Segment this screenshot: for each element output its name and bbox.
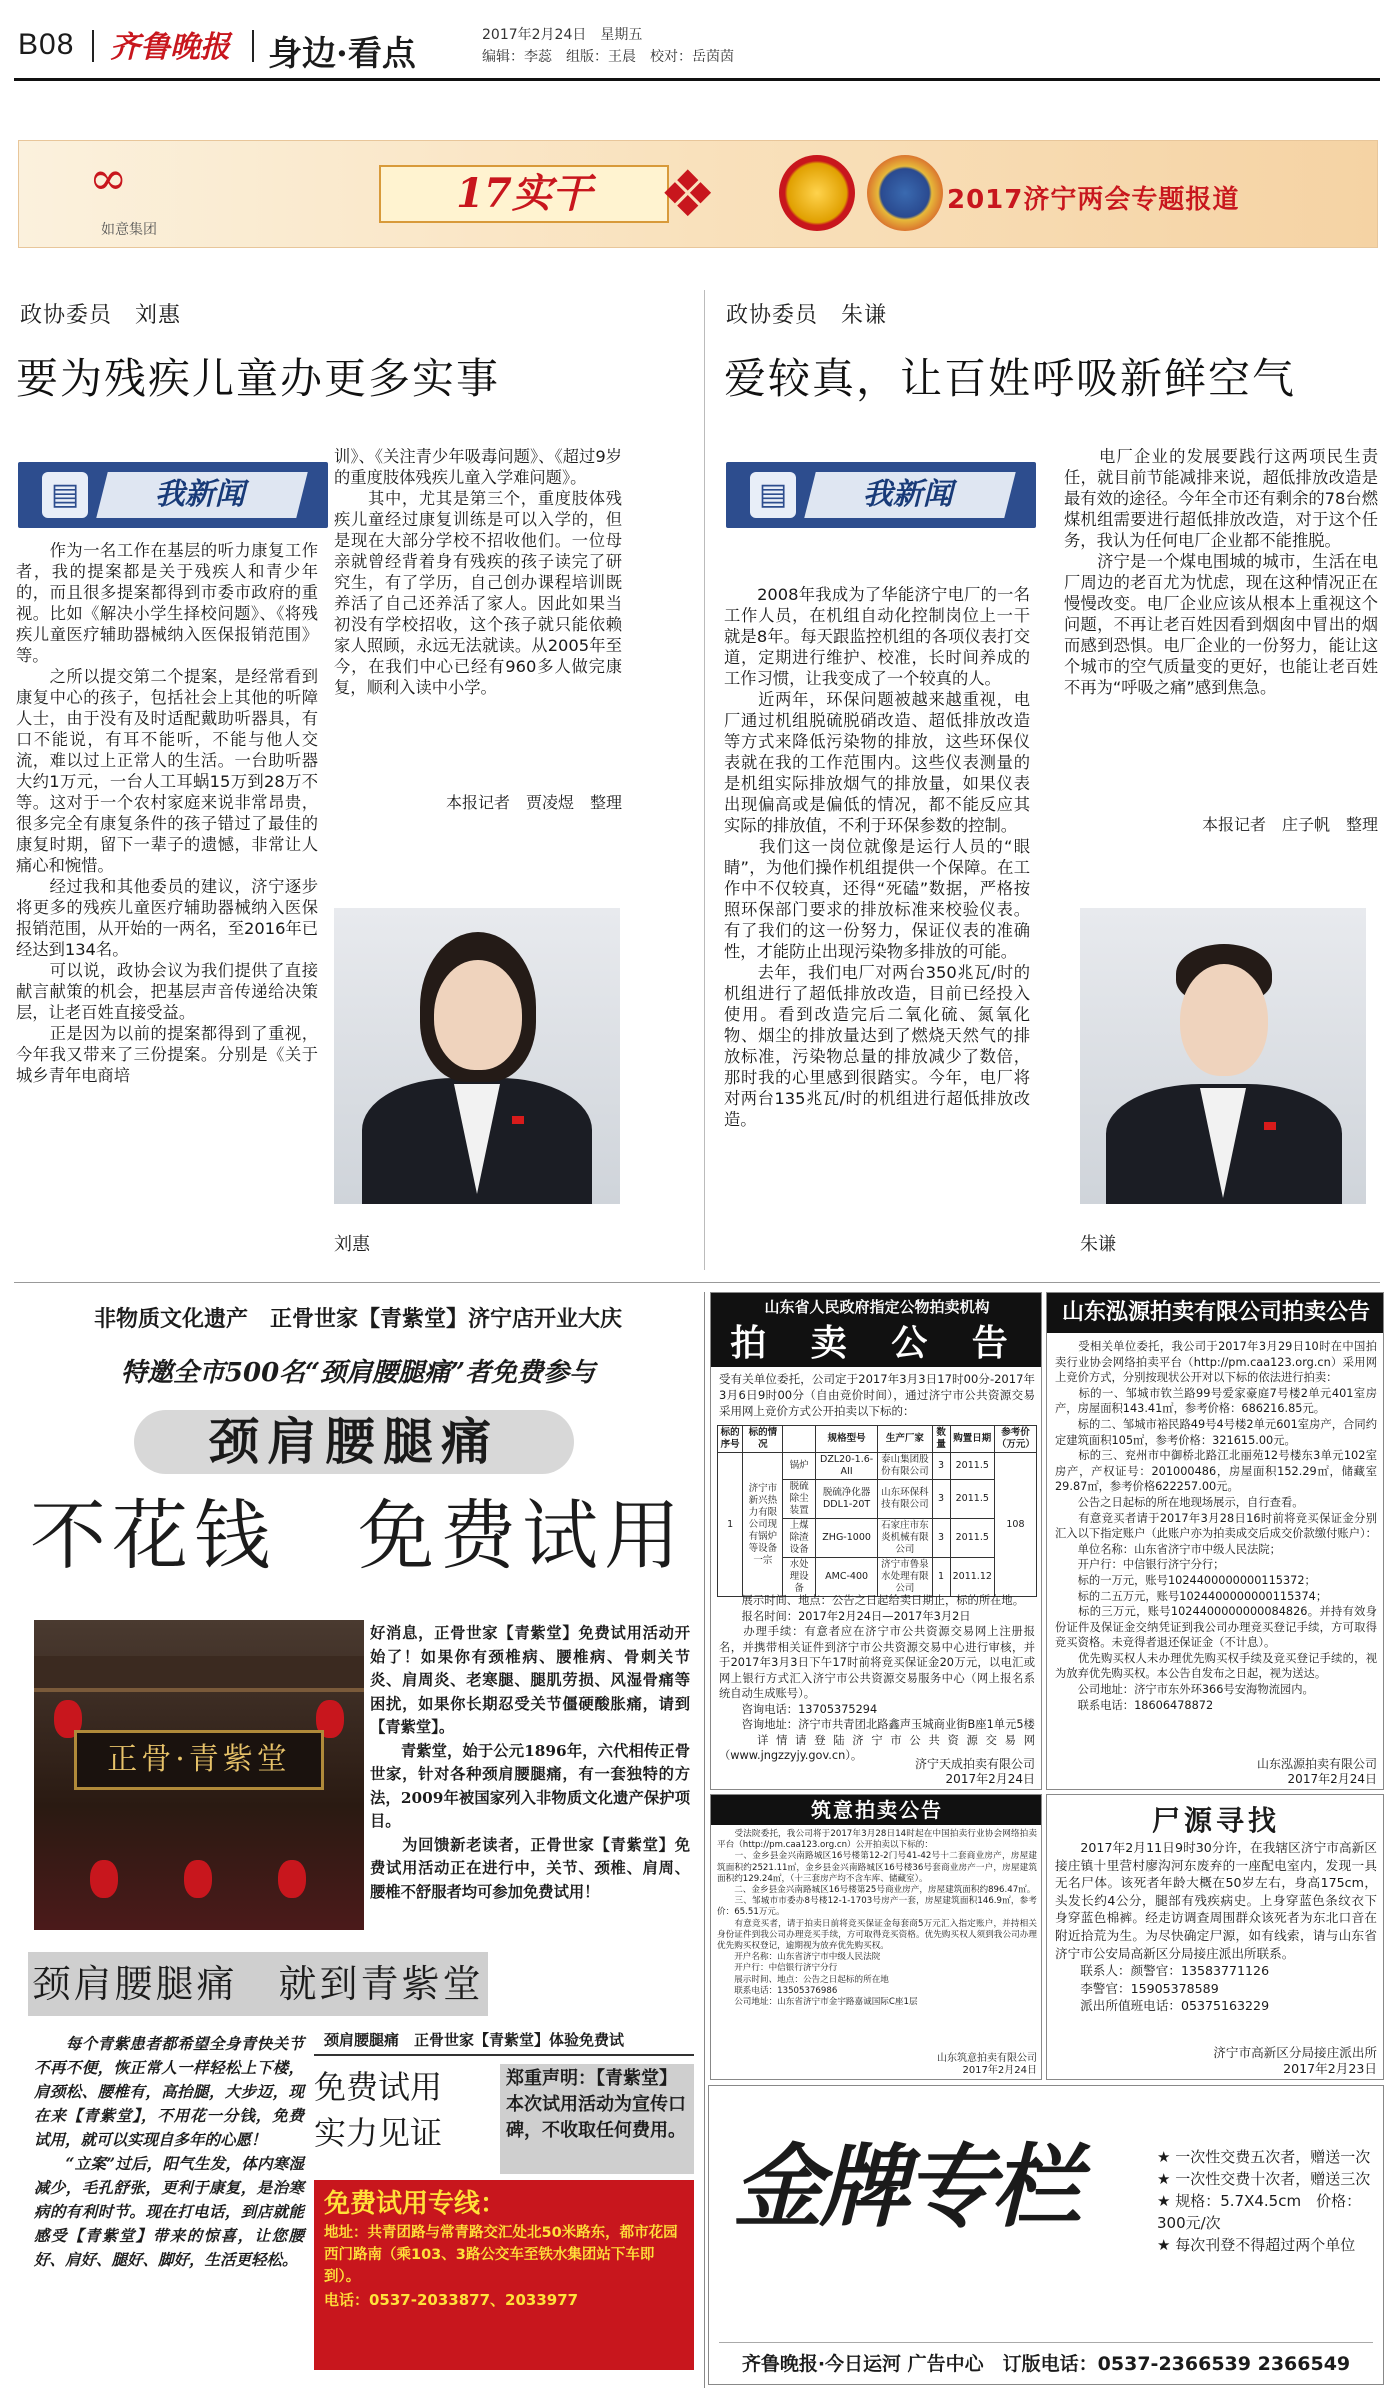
table-row: 水处理设备 AMC-400 济宁市鲁泉水处理有限公司 1 2011.12 [718,1558,1037,1597]
hotline-title: 免费试用专线： [324,2189,507,2219]
auction1-intro: 受有关单位委托，公司定于2017年3月3日17时00分-2017年3月6日9时00分（自由竞价时间），通过济宁市公共资源交易采用网上竞价方式公开拍卖以下标的： [719,1372,1035,1418]
star-icon: ★ [1157,2148,1176,2166]
header-rule [14,78,1380,81]
ad-line2: 特邀全市500名“颈肩腰腿痛”者免费参与 [120,1358,596,1388]
auction2-signature [1055,1757,1377,1787]
sponsor-name: 如意集团 [101,222,157,238]
slogan: 17实干 [379,165,669,223]
auction-notice-1 [710,1292,1042,1790]
hotline-panel [314,2180,694,2370]
newspaper-icon: ▤ [750,472,796,518]
banner-title: 2017济宁两会专题报道 [947,185,1240,215]
section-rule [14,1282,1380,1283]
auction1-signer: 济宁天成拍卖有限公司 [914,1757,1035,1771]
section-title: 身边·看点 [268,34,416,74]
th-lot: 标的序号 [718,1426,743,1453]
list-item: ★ 一次性交费五次者，赠送一次 [1157,2148,1371,2166]
th-desc: 标的情况 [743,1426,783,1453]
star-icon: ★ [1157,2236,1176,2254]
trial-box-slogan: 免费试用 实力见证 [314,2068,443,2152]
auction1-table [717,1425,1037,1597]
table-row: 上煤除渣设备 ZHG-1000 石家庄市东炎机械有限公司 3 2011.5 [718,1519,1037,1558]
article1-badge [18,462,328,528]
list-item: ★ 每次刊登不得超过两个单位 [1157,2236,1356,2254]
store-sign: 正骨·青紫堂 [74,1730,324,1790]
corpse-notice-signature [1055,2045,1377,2077]
auction-notice-2 [1046,1292,1384,1790]
issue-date: 2017年2月24日 星期五 [482,27,643,43]
article1-col1: 作为一名工作在基层的听力康复工作者，我的提案都是关于残疾人和青少年的，而且很多提案都得到市委市政府的重视。比如《解决小学生择校问题》、《将残疾儿童医疗辅助器械纳入医保报销范围》等。 之所以提交第二个提案，是经常看到康复中心的孩子，包括社会上其他的听障人士，由于没有及时适配戴助听器具，有口不能说，有耳不能听，不能与他人交流，难以过上正常人的生活。一台助听器大约1万元，一台人工耳蜗15万到28万不等。这对于一个农村家庭来说非常昂贵，很多完全有康复条件的孩子错过了最佳的康复时期，留下一辈子的遗憾，非常让人痛心和惋惜。 经过我和其他委员的建议，济宁逐步将更多的残疾儿童医疗辅助器械纳入医保报销范围，从开始的一两名，至2016年已经达到134名。 可以说，政协会议为我们提供了直接献言献策的机会，把基层声音传递给决策层，让老百姓直接受益。 正是因为以前的提案都得到了重视，今年我又带来了三份提案。分别是《关于城乡青年电商培 [16,541,318,1085]
cppcc-emblem-icon [867,155,943,231]
th-item [783,1426,816,1453]
article1-caption: 刘惠 [334,1234,370,1255]
article2-reporter: 本报记者 庄子帆 整理 [1201,815,1378,834]
article1-role: 政协委员 刘惠 [20,303,182,328]
article1-photo [334,908,620,1204]
auction1-title: 拍 卖 公 告 [711,1321,1042,1367]
lot-no: 1 [718,1453,743,1597]
gold-column-footer: 齐鲁晚报·今日运河 广告中心 订版电话：0537-2366539 2366549 [719,2342,1373,2376]
ad-line4: 不花钱 免费试用 [30,1491,686,1580]
article1-headline: 要为残疾儿童办更多实事 [16,354,501,403]
auction3-signer: 山东筑意拍卖有限公司 [937,2053,1037,2064]
th-qty: 数量 [932,1426,950,1453]
ruyi-logo-icon: ∞ [89,151,128,205]
auction2-date: 2017年2月24日 [1287,1772,1377,1786]
ad-line1: 非物质文化遗产 正骨世家【青紫堂】济宁店开业大庆 [93,1306,622,1332]
gold-column-title: 金牌专栏 [733,2134,1077,2240]
ad-divider [704,1292,705,2388]
lantern-icon [278,1860,306,1898]
corpse-notice-signer: 济宁市高新区分局接庄派出所 [1213,2045,1377,2060]
th-model: 规格型号 [815,1426,877,1453]
ad-text2: 每个青紫患者都希望全身青快关节不再不便，恢正常人一样轻松上下楼，肩颈松、腰椎有，高抬腿，大步迈，现在来【青紫堂】，不用花一分钱，免费试用，就可以实现自多年的心愿！ “立案”过后，阳气生发，体内寒湿减少，毛孔舒张，更利于康复，是治寒病的有利时节。现在打电话，到店就能感受【青紫堂】带来的惊喜，让您腰好、肩好、腿好、脚好，生活更轻松。 [34,2034,304,2269]
auction-notice-3 [710,1794,1042,2080]
badge-label: 我新闻 [804,472,1015,518]
list-item: ★ 规格：5.7X4.5cm 价格：300元/次 [1157,2192,1362,2232]
corpse-notice-body: 2017年2月11日9时30分许，在我辖区济宁市高新区接庄镇十里营村廖沟河东废弃的一座配电室内，发现一具无名尸体。该死者年龄大概在50岁左右，身高175cm，头发长约4公分，腿部有残疾病史。上身穿蓝色条纹衣下身穿蓝色棉裤。经走访调查周围群众该死者为东北口音在附近拾荒为生。为尽快确定尸源，如有线索，请与山东省济宁市公安局高新区分局接庄派出所联系。 联系人：颜警官：13583771126 李警官：15905378589 派出所值班电话：05375163229 [1055,1840,1377,2014]
star-icon: ★ [1157,2170,1176,2188]
auction1-body: 展示时间、地点：公告之日起给卖日期止，标的所在地。 报名时间：2017年2月24日—2017年3月2日 办理手续：有意者应在济宁市公共资源交易网上注册报名，并携带相关证件到济宁市公共资源交易中心进行审核，并于2017年3月3日下午17时前将竞买保证金20万元，以电汇或网上银行方式汇入济宁市公共资源交易服务中心（网上报名系统自动生成账号）。 咨询电话：13705375294 咨询地址：济宁市共青团北路鑫声玉城商业街B座1单元5楼 详情请登陆济宁市公共资源交易网（www.jngzzyjy.gov.cn）。 [719,1594,1035,1762]
trial-box [314,2024,694,2374]
auction1-header: 山东省人民政府指定公物拍卖机构 [711,1293,1042,1321]
newspaper-icon: ▤ [42,472,88,518]
header-meta [482,24,734,68]
header-divider [252,30,254,62]
corpse-notice-date: 2017年2月23日 [1283,2061,1377,2076]
article1-reporter: 本报记者 贾凌煜 整理 [445,793,622,812]
ref-price: 108 [994,1453,1036,1597]
trial-statement: 郑重声明：【青紫堂】本次试用活动为宣传口碑，不收取任何费用。 [500,2064,694,2174]
editor-credits: 编辑：李蕊 组版：王晨 校对：岳茵茵 [482,49,734,65]
page-number: B08 [18,28,75,61]
th-maker: 生产厂家 [878,1426,932,1453]
ad-line3: 颈肩腰腿痛 [134,1410,574,1474]
newspaper-logo: 齐鲁晚报 [110,30,230,65]
article1-col2: 训》、《关注青少年吸毒问题》、《超过9岁的重度肢体残疾儿童入学难问题》。 其中，尤其是第三个，重度肢体残疾儿童经过康复训练是可以入学的，但是现在大部分学校不招收他们。一位母亲就曾经背着身有残疾的孩子读完了研究生，有了学历，自己创办课程培训既养活了自己还养活了家人。因此如果当初没有学校招收，这个孩子就只能依赖家人照顾，永远无法就读。从2005年至今，在我们中心已经有960多人做完康复，顺利入读中小学。 [334,447,622,697]
lantern-icon [90,1860,118,1898]
auction2-signer: 山东泓源拍卖有限公司 [1256,1757,1377,1771]
gold-column-items [1157,2146,1383,2256]
lot-desc: 济宁市新兴热力有限公司现有锅炉等设备一宗 [743,1453,783,1597]
article2-role: 政协委员 朱谦 [726,303,888,328]
list-item: ★ 一次性交费十次者，赠送三次 [1157,2170,1371,2188]
auction1-signature [719,1757,1035,1787]
article2-headline: 爱较真，让百姓呼吸新鲜空气 [724,354,1297,403]
auction3-signature [717,2053,1037,2077]
article2-badge [726,462,1036,528]
store-photo [34,1620,364,1930]
lantern-icon [184,1860,212,1898]
th-price: 参考价（万元） [994,1426,1036,1453]
header-divider [92,30,94,62]
ad-address: 地址：共青团路与常青路交汇处北50米路东，都市花园西门路南（乘103、3路公交车至铁水集团站下车即到）。 [324,2225,678,2285]
trial-box-header: 颈肩腰腿痛 正骨世家【青紫堂】体验免费试 [314,2024,694,2056]
table-row: 1 济宁市新兴热力有限公司现有锅炉等设备一宗 锅炉 DZL20-1.6-AII 泰山集团股份有限公司 3 2011.5 108 [718,1453,1037,1480]
th-date: 购置日期 [950,1426,994,1453]
special-report-banner [18,140,1378,248]
auction3-title: 筑意拍卖公告 [711,1795,1042,1825]
table-row: 脱硫除尘装置 脱硫净化器DDL1-20T 山东环保科技有限公司 3 2011.5 [718,1480,1037,1519]
auction2-body: 受相关单位委托，我公司于2017年3月29日10时在中国拍卖行业协会网络拍卖平台（http://pm.caa123.org.cn）采用网上竞价方式，分别按现状公开对以下标的依法进行拍卖： 标的一、邹城市钦兰路99号爱家豪庭7号楼2单元401室房产，房屋面积143.41㎡，参考价格：686216.85元。 标的二、邹城市裕民路49号4号楼2单元601室房产，合同约定建筑面积105㎡，参考价格：321615.00元。 标的三、兖州市中御桥北路江北丽苑12号楼东3单元102室房产，产权证号：201000486，房屋面积152.29㎡，储藏室29.87㎡，参考价格622257.00元。 公告之日起标的所在地现场展示，自行查看。 有意竞买者请于2017年3月28日16时前将竞买保证金分别汇入以下指定账户（此账户亦为拍卖成交后成交价款缴付账户）： 单位名称：山东省济宁市中级人民法院； 开户行：中信银行济宁分行； 标的一万元，账号1024400000000115372； 标的二五万元，账号1024400000000115374； 标的三万元，账号1024400000000084826。并持有效身份证件及保证金交纳凭证到我公司办理竞买登记手续，方可取得竞买资格。未竞得者退还保证金（不计息）。 优先购买权人未办理优先购买权手续及竞买登记手续的，视为放弃优先购买权。本公告自发布之日起，视为送达。 公司地址：济宁市东外环366号安海物流园内。 联系电话：18606478872 [1055,1340,1377,1712]
article2-col1: 2008年我成为了华能济宁电厂的一名工作人员，在机组自动化控制岗位上一干就是8年。每天跟监控机组的各项仪表打交道，定期进行维护、校准，长时间养成的工作习惯，让我变成了一个较真的人。 近两年，环保问题被越来越重视，电厂通过机组脱硫脱硝改造、超低排放改造等方式来降低污染物的排放，这些环保仪表就在我的工作范围内。这些仪表测量的是机组实际排放烟气的排放量，如果仪表出现偏高或是偏低的情况，都不能反应其实际的排放值，不利于环保参数的控制。 我们这一岗位就像是运行人员的“眼睛”，为他们操作机组提供一个保障。在工作中不仅较真，还得“死磕”数据，严格按照环保部门要求的排放标准来校验仪表。有了我们的这一份努力，保证仪表的准确性，才能防止出现污染物多排放的可能。 去年，我们电厂对两台350兆瓦/时的机组进行了超低排放改造，目前已经投入使用。看到改造完后二氧化硫、氮氧化物、烟尘的排放量达到了燃烧天然气的排放标准，污染物总量的排放减少了数倍，那时我的心里感到很踏实。今年，电厂将对两台135兆瓦/时的机组进行超低排放改造。 [724,585,1030,1129]
national-emblem-icon [779,155,855,231]
article2-col2: 电厂企业的发展要践行这两项民生责任，就目前节能减排来说，超低排放改造是最有效的途径。今年全市还有剩余的78台燃煤机组需要进行超低排放改造，对于这个任务，我认为任何电厂企业都不能推脱。 济宁是一个煤电围城的城市，生活在电厂周边的老百尤为忧虑，现在这种情况正在慢慢改变。电厂企业应该从根本上重视这个问题，不再让老百姓因看到烟囱中冒出的烟而感到恐惧。电厂企业的一份努力，能让这个城市的空气质量变的更好，也能让老百姓不再为“呼吸之痛”感到焦急。 [1064,447,1378,697]
auction3-body: 受法院委托，我公司将于2017年3月28日14时起在中国拍卖行业协会网络拍卖平台（http://pm.caa123.org.cn）公开拍卖以下标的： 一、金乡县金兴南路城区16号楼第12-2门号41-42号十二套商业房产，房屋建筑面积约2521.11㎡，金乡县金兴南路城区16号楼36号套商业房产一户，房屋建筑面积约129.24㎡，（十三套房产均不含车库、储藏室）。 二、金乡县金兴南路城区16号楼第25号商业房产，房屋建筑面积约896.47㎡。 三、邹城市市委办8号楼12-1-1703号房产一套，房屋建筑面积146.9㎡，参考价：65.51万元。 有意竞买者，请于拍卖日前将竞买保证金每套商5万元汇入指定账户，并持相关身份证件到我公司办理竞买手续，方可取得竞买资格。优先购买权人须到我公司办理优先购买权登记，逾期视为放弃优先购买权。 开户名称：山东省济宁市中级人民法院 开户行：中信银行济宁分行 展示时间、地点：公告之日起标的所在地 联系电话：13505376986 公司地址：山东省济宁市金宇路嘉诚国际C座1层 [717,1829,1037,2008]
auction2-title: 山东泓源拍卖有限公司拍卖公告 [1047,1293,1384,1333]
badge-label: 我新闻 [96,472,307,518]
auction1-date: 2017年2月24日 [945,1772,1035,1786]
ad-phone: 电话：0537-2033877、2033977 [324,2291,579,2309]
column-divider [704,290,705,1270]
ad-text1: 好消息，正骨世家【青紫堂】免费试用活动开始了！如果你有颈椎病、腰椎病、骨刺关节炎、肩周炎、老寒腿、腿肌劳损、风湿骨痛等困扰，如果你长期忍受关节僵硬酸胀痛，请到【青紫堂】。 青紫堂，始于公元1896年，六代相传正骨世家，针对各种颈肩腰腿痛，有一套独特的方法，2009年被国家列入非物质文化遗产保护项目。 为回馈新老读者，正骨世家【青紫堂】免费试用活动正在进行中，关节、颈椎、肩周、腰椎不舒服者均可参加免费试用！ [370,1624,690,1901]
gold-column-ad [708,2085,1384,2385]
star-icon: ★ [1157,2192,1176,2210]
article2-photo [1080,908,1366,1204]
qingzitang-ad [14,1292,702,2390]
chinese-knot-icon: ❖ [659,158,717,232]
article2-caption: 朱谦 [1080,1234,1116,1255]
ad-line5: 颈肩腰腿痛 就到青紫堂 [28,1952,488,2016]
corpse-notice [1046,1794,1384,2080]
auction3-date: 2017年2月24日 [962,2065,1037,2076]
corpse-notice-title: 尸源寻找 [1151,1804,1280,1837]
